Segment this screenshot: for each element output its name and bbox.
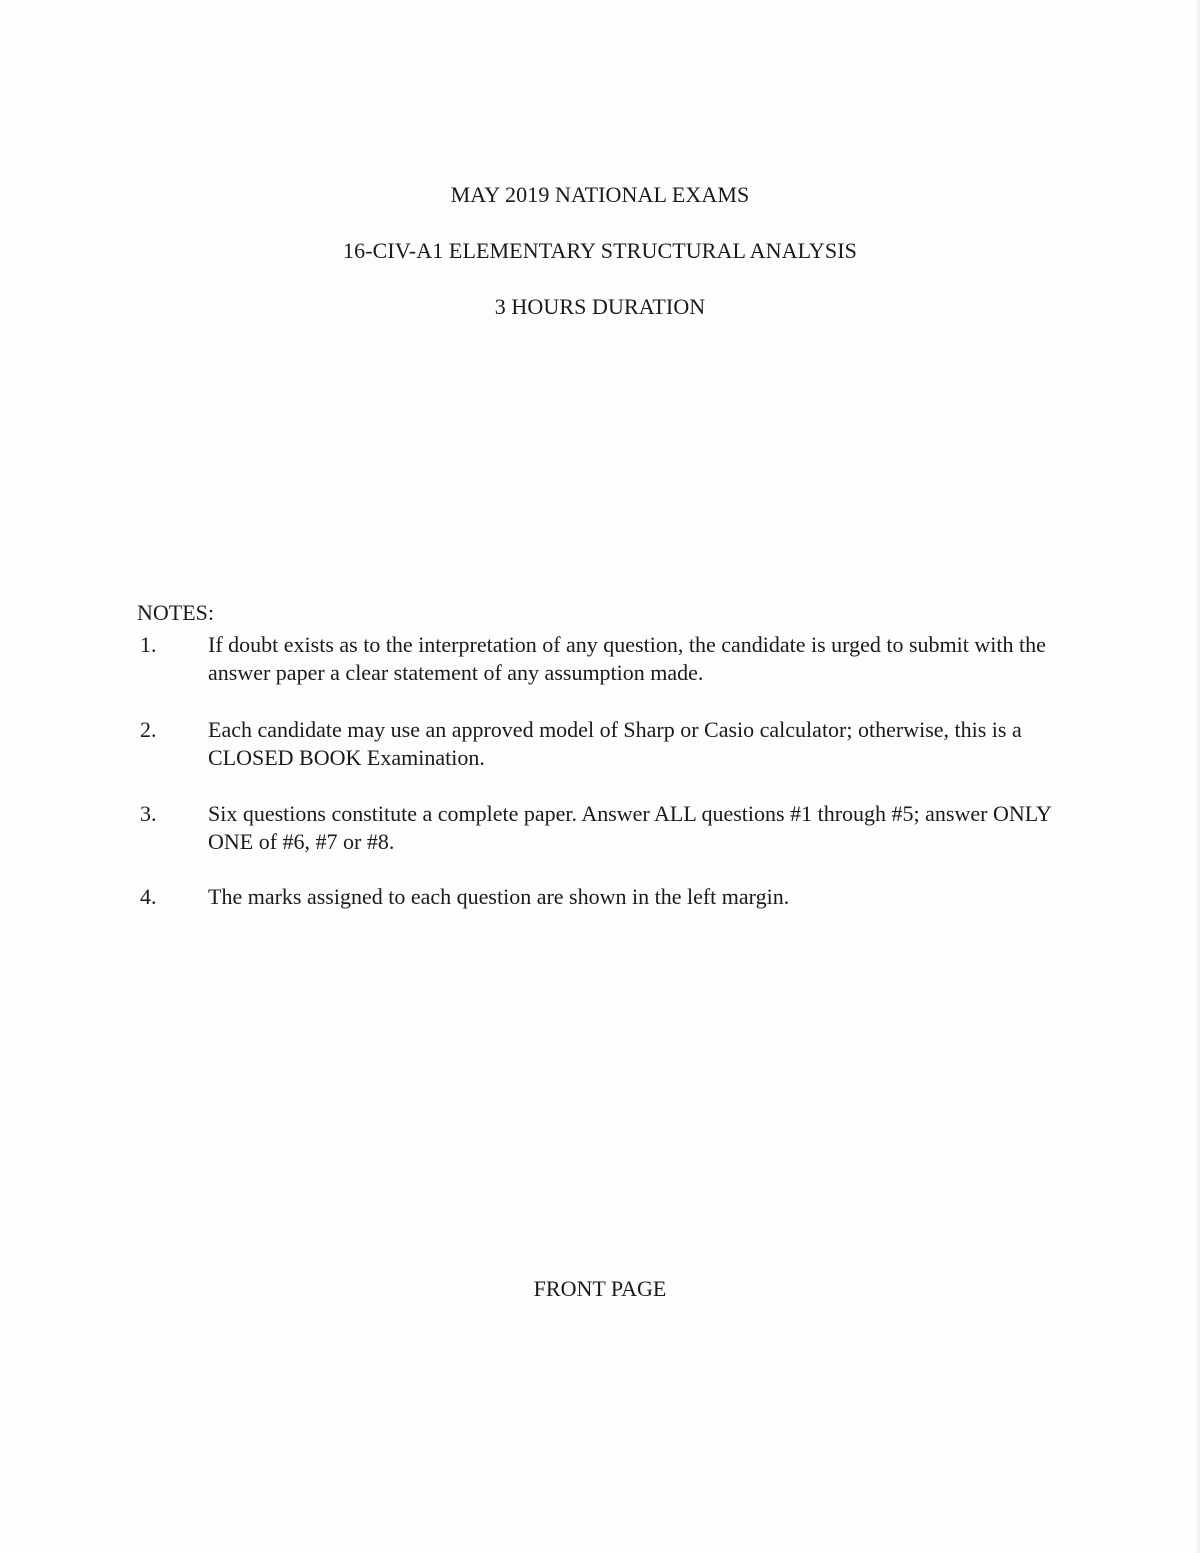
note-number: 3. — [140, 801, 157, 826]
course-title: 16-CIV-A1 ELEMENTARY STRUCTURAL ANALYSIS — [343, 238, 857, 263]
notes-heading: NOTES: — [137, 600, 214, 625]
scan-edge-shadow — [1196, 0, 1200, 1553]
note-text: Each candidate may use an approved model of Sharp or Casio calculator; otherwise, this is a CLOSED BOOK Examination. — [208, 717, 1022, 770]
note-text: Six questions constitute a complete paper. Answer ALL questions #1 through #5; answer ONLY ONE of #6, #7 or #8. — [208, 801, 1052, 854]
note-number: 2. — [140, 717, 157, 742]
exam-session-title: MAY 2019 NATIONAL EXAMS — [450, 182, 750, 207]
note-number: 1. — [140, 632, 157, 657]
note-text: The marks assigned to each question are shown in the left margin. — [208, 884, 790, 909]
exam-duration: 3 HOURS DURATION — [494, 294, 706, 319]
note-text: If doubt exists as to the interpretation of any question, the candidate is urged to submit with the answer paper a clear statement of any assumption made. — [208, 632, 1046, 685]
note-number: 4. — [140, 884, 157, 909]
page-footer-label: FRONT PAGE — [533, 1276, 667, 1301]
